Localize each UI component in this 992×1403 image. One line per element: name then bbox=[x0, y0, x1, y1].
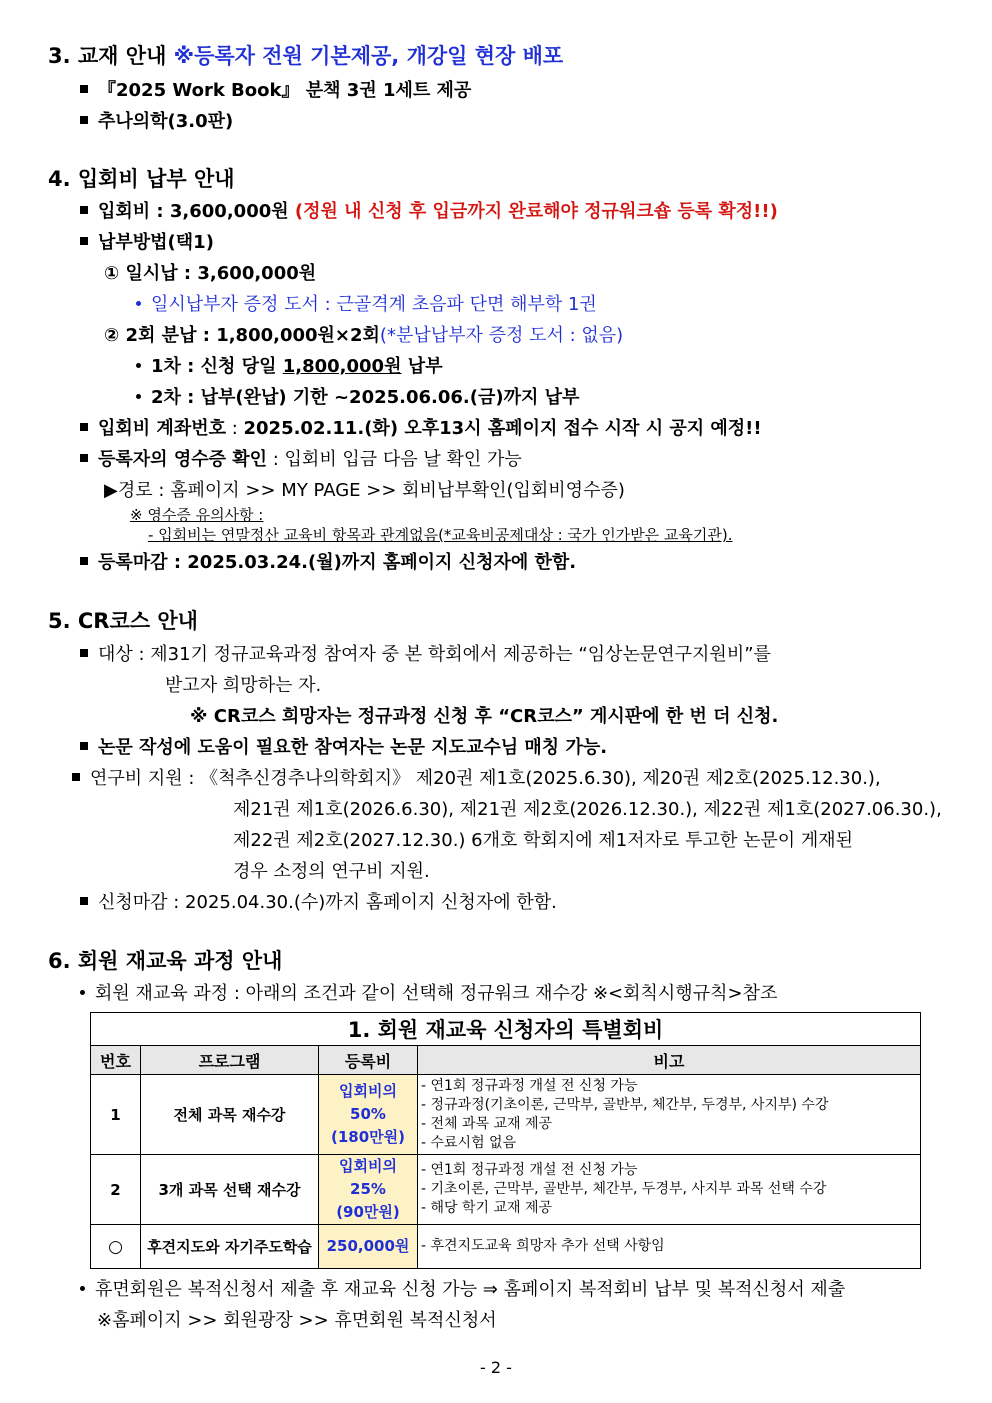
square-bullet-icon bbox=[80, 557, 88, 565]
round-bullet-icon bbox=[136, 301, 141, 306]
account-line: 입회비 계좌번호 : 2025.02.11.(화) 오후13시 홈페이지 접수 시작 시 공지 예정!! bbox=[80, 417, 762, 441]
section-5-heading: 5. CR코스 안내 bbox=[48, 609, 198, 633]
header-no: 번호 bbox=[91, 1046, 141, 1075]
square-bullet-icon bbox=[80, 649, 88, 657]
section-6-heading: 6. 회원 재교육 과정 안내 bbox=[48, 949, 283, 973]
fee-warning: (정원 내 신청 후 입금까지 완료해야 정규워크숍 등록 확정!!) bbox=[294, 201, 778, 222]
row-no: 1 bbox=[91, 1075, 141, 1155]
option-lump-sum-gift: 일시납부자 증정 도서 : 근골격계 초음파 단면 해부학 1권 bbox=[136, 293, 597, 317]
row-notes: - 연1회 정규과정 개설 전 신청 가능 - 정규과정(기초이론, 근막부, 골반부, 체간부, 두경부, 사지부) 수강 - 전체 과목 교재 제공 - 수료시험 없음 bbox=[418, 1075, 921, 1155]
payment-method: 납부방법(택1) bbox=[80, 231, 214, 255]
section-3-note: ※등록자 전원 기본제공, 개강일 현장 배포 bbox=[173, 44, 564, 68]
header-notes: 비고 bbox=[418, 1046, 921, 1075]
cr-target-cont: 받고자 희망하는 자. bbox=[165, 675, 322, 696]
header-program: 프로그램 bbox=[141, 1046, 319, 1075]
section-4-heading: 4. 입회비 납부 안내 bbox=[48, 167, 235, 191]
page-number: - 2 - bbox=[480, 1358, 512, 1377]
header-fee: 등록비 bbox=[319, 1046, 418, 1075]
option-lump-sum: ① 일시납 : 3,600,000원 bbox=[104, 263, 317, 284]
row-notes: - 후견지도교육 희망자 추가 선택 사항임 bbox=[418, 1225, 921, 1269]
table-title: 1. 회원 재교육 신청자의 특별회비 bbox=[91, 1013, 921, 1046]
fund-line-3: 제22권 제2호(2027.12.30.) 6개호 학회지에 제1저자로 투고한 논문이 게재된 bbox=[233, 830, 854, 851]
list-item: 『2025 Work Book』 분책 3권 1세트 제공 bbox=[80, 79, 471, 103]
cr-deadline: 신청마감 : 2025.04.30.(수)까지 홈페이지 신청자에 한함. bbox=[80, 891, 557, 915]
table-row bbox=[91, 1225, 921, 1269]
receipt-note: - 입회비는 연말정산 교육비 항목과 관계없음(*교육비공제대상 : 국가 인가받은 교육기관). bbox=[148, 526, 733, 544]
square-bullet-icon bbox=[80, 742, 88, 750]
square-bullet-icon bbox=[80, 116, 88, 124]
fund-line-2: 제21권 제1호(2026.6.30), 제21권 제2호(2026.12.30.), 제22권 제1호(2027.06.30.), bbox=[233, 799, 942, 820]
section-3-heading: 3. 교재 안내 ※등록자 전원 기본제공, 개강일 현장 배포 bbox=[48, 44, 564, 68]
list-item: 추나의학(3.0판) bbox=[80, 110, 233, 134]
fee-line: 입회비 : 3,600,000원 (정원 내 신청 후 입금까지 완료해야 정규워크숍 등록 확정!!) bbox=[80, 200, 778, 224]
row-fee: 250,000원 bbox=[319, 1225, 418, 1269]
installment-second: 2차 : 납부(완납) 기한 ~2025.06.06.(금)까지 납부 bbox=[136, 386, 579, 410]
dormant-path: ※홈페이지 >> 회원광장 >> 휴면회원 복적신청서 bbox=[97, 1310, 497, 1331]
receipt-line: 등록자의 영수증 확인 : 입회비 입금 다음 날 확인 가능 bbox=[80, 448, 522, 472]
row-fee: 입회비의 50% (180만원) bbox=[319, 1075, 418, 1155]
table-row bbox=[91, 1155, 921, 1225]
square-bullet-icon bbox=[80, 897, 88, 905]
dormant-line: 휴면회원은 복적신청서 제출 후 재교육 신청 가능 ⇒ 홈페이지 복적회비 납부 및 복적신청서 제출 bbox=[80, 1278, 845, 1302]
square-bullet-icon bbox=[80, 206, 88, 214]
mentor-line: 논문 작성에 도움이 필요한 참여자는 논문 지도교수님 매칭 가능. bbox=[80, 736, 607, 760]
row-program: 전체 과목 재수강 bbox=[141, 1075, 319, 1155]
square-bullet-icon bbox=[80, 237, 88, 245]
row-notes: - 연1회 정규과정 개설 전 신청 가능 - 기초이론, 근막부, 골반부, 체간부, 두경부, 사지부 과목 선택 수강 - 해당 학기 교재 제공 bbox=[418, 1155, 921, 1225]
row-program: 3개 과목 선택 재수강 bbox=[141, 1155, 319, 1225]
fund-line-4: 경우 소정의 연구비 지원. bbox=[233, 861, 430, 882]
installment-first: 1차 : 신청 당일 1,800,000원 납부 bbox=[136, 355, 443, 379]
option-installment: ② 2회 분납 : 1,800,000원×2회(*분납납부자 증정 도서 : 없음) bbox=[104, 325, 624, 346]
fund-line: 연구비 지원 : 《척추신경추나의학회지》 제20권 제1호(2025.6.30), 제20권 제2호(2025.12.30.), bbox=[72, 767, 881, 791]
round-bullet-icon bbox=[136, 394, 141, 399]
square-bullet-icon bbox=[80, 454, 88, 462]
retraining-fee-table bbox=[90, 1012, 921, 1269]
round-bullet-icon bbox=[80, 1286, 85, 1291]
square-bullet-icon bbox=[80, 85, 88, 93]
cr-note: ※ CR코스 희망자는 정규과정 신청 후 “CR코스” 게시판에 한 번 더 신청. bbox=[190, 706, 779, 727]
row-no: 2 bbox=[91, 1155, 141, 1225]
retraining-intro: 회원 재교육 과정 : 아래의 조건과 같이 선택해 정규워크 재수강 ※<회칙시행규칙>참조 bbox=[80, 982, 777, 1006]
square-bullet-icon bbox=[80, 423, 88, 431]
cr-target: 대상 : 제31기 정규교육과정 참여자 중 본 학회에서 제공하는 “임상논문연구지원비”를 bbox=[80, 643, 771, 667]
receipt-note-title: ※ 영수증 유의사항 : bbox=[130, 506, 264, 524]
round-bullet-icon bbox=[136, 363, 141, 368]
table-row bbox=[91, 1075, 921, 1155]
row-fee: 입회비의 25% (90만원) bbox=[319, 1155, 418, 1225]
registration-deadline: 등록마감 : 2025.03.24.(월)까지 홈페이지 신청자에 한함. bbox=[80, 551, 576, 575]
receipt-path: ▶경로 : 홈페이지 >> MY PAGE >> 회비납부확인(입회비영수증) bbox=[104, 480, 625, 501]
row-no: ○ bbox=[91, 1225, 141, 1269]
square-bullet-icon bbox=[72, 773, 80, 781]
row-program: 후견지도와 자기주도학습 bbox=[141, 1225, 319, 1269]
round-bullet-icon bbox=[80, 990, 85, 995]
